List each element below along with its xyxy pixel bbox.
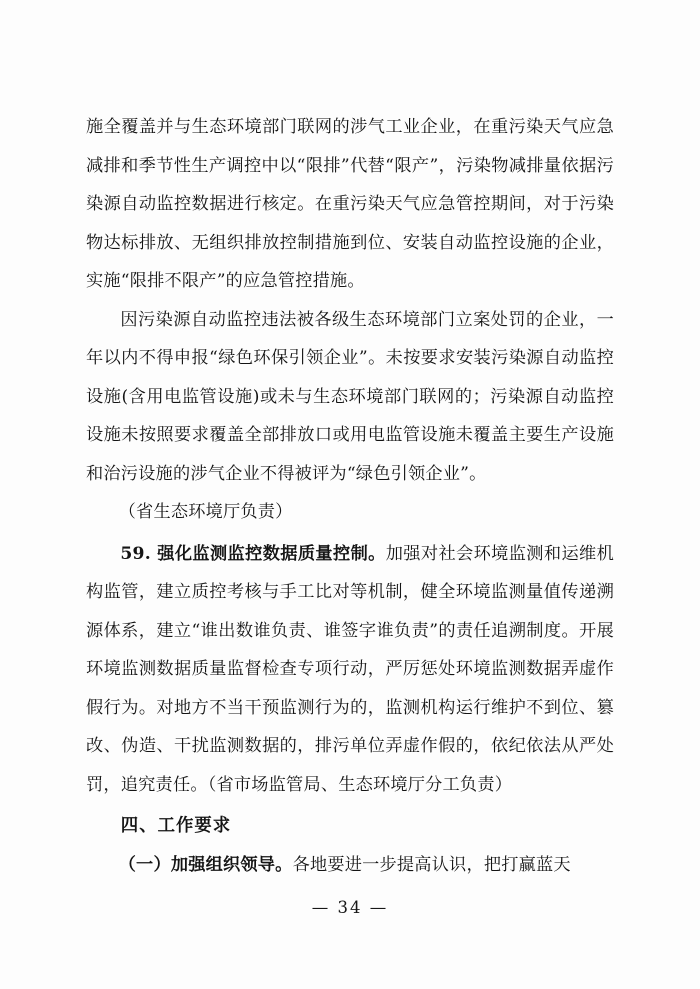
item-one-body: 各地要进一步提高认识，把打赢蓝天	[292, 854, 571, 875]
page-number: — 34 —	[311, 898, 389, 917]
item-one-title: （一）加强组织领导。	[118, 854, 293, 875]
paragraph-responsible-unit-1: （省生态环境厅负责）	[118, 502, 293, 522]
heading-section-four: 四、工作要求	[120, 816, 232, 836]
item-59-title: 59. 强化监测监控数据质量控制。	[120, 543, 386, 564]
paragraph-item-59	[86, 535, 614, 805]
document-body	[86, 108, 614, 884]
paragraph-continued-top: 施全覆盖并与生态环境部门联网的涉气工业企业，在重污染天气应急减排和季节性生产调控中以“限排”代替“限产”，污染物减排量依据污染源自动监控数据进行核定。在重污染天气应急管控期间，对于污染物达标排放、无组织排放控制措施到位、安装自动监控设施的企业，实施“限排不限产”的应急管控措施。	[86, 117, 614, 291]
paragraph-illegal-enterprises: 因污染源自动监控违法被各级生态环境部门立案处罚的企业，一年以内不得申报“绿色环保引领企业”。未按要求安装污染源自动监控设施(含用电监管设施)或未与生态环境部门联网的；污染源自动监控设施未按照要求覆盖全部排放口或用电监管设施未覆盖主要生产设施和治污设施的涉气企业不得被评为“绿色引领企业”。	[86, 309, 614, 484]
item-59-body: 加强对社会环境监测和运维机构监管，建立质控考核与手工比对等机制，健全环境监测量值传递溯源体系，建立“谁出数谁负责、谁签字谁负责”的责任追溯制度。开展环境监测数据质量监督检查专项行动，严厉惩处环境监测数据弄虚作假行为。对地方不当干预监测行为的，监测机构运行维护不到位、篡改、伪造、干扰监测数据的，排污单位弄虚作假的，依纪依法从严处罚，追究责任。（省市场监管局、生态环境厅分工负责）	[86, 543, 614, 795]
paragraph-item-one	[86, 846, 614, 885]
